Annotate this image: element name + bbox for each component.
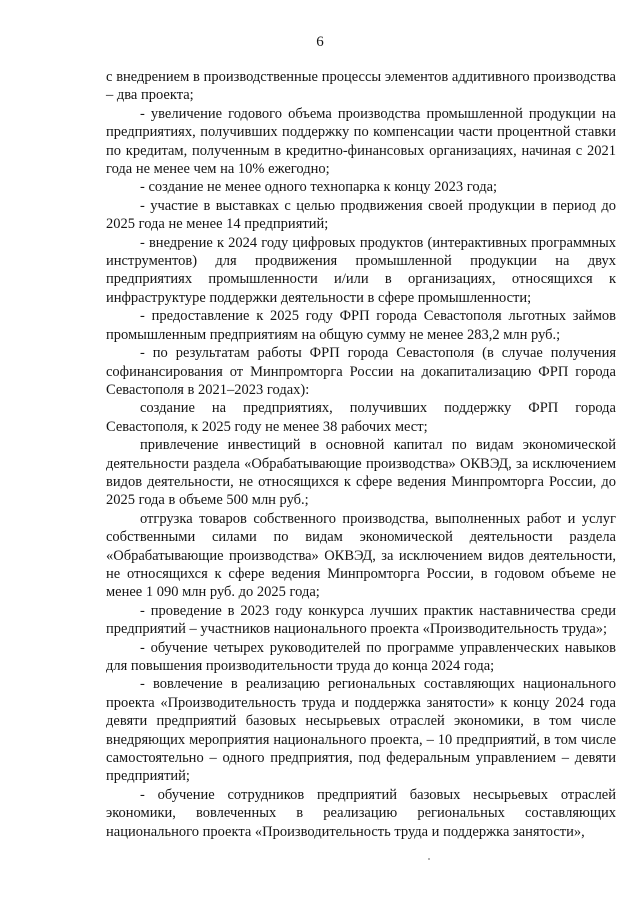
scan-speck	[428, 858, 430, 860]
paragraph: - по результатам работы ФРП города Севастополя (в случае получения софинансирования от Минпромторга России на докапитализацию ФРП города Севастополя в 2021–2023 годах):	[106, 345, 616, 398]
page-number: 6	[316, 34, 324, 50]
paragraph: - внедрение к 2024 году цифровых продуктов (интерактивных программных инструментов) для продвижения промышленной продукции на двух предприятиях промышленности и/или в организациях, относящихся к инфраструктуре поддержки деятельности в сфере промышленности;	[106, 234, 616, 306]
paragraph: с внедрением в производственные процессы элементов аддитивного производства – два проекта;	[106, 69, 616, 104]
paragraph: привлечение инвестиций в основной капитал по видам экономической деятельности раздела «Обрабатывающие производства» ОКВЭД, за исключением видов деятельности, не относящихся к сфере ведения Минпромторга России, до 2025 года в объеме 500 млн руб.;	[106, 437, 616, 509]
paragraph: - обучение сотрудников предприятий базовых несырьевых отраслей экономики, вовлеченных в реализацию региональных составляющих национального проекта «Производительность труда и поддержка занятости»,	[106, 786, 616, 840]
paragraph: - проведение в 2023 году конкурса лучших практик наставничества среди предприятий – участников национального проекта «Производительность труда»;	[106, 602, 616, 638]
paragraph: - вовлечение в реализацию региональных составляющих национального проекта «Производительность труда и поддержка занятости» к концу 2024 года девяти предприятий базовых несырьевых отраслей экономики, в том числе внедряющих мероприятия национального проекта, – 10 предприятий, в том числе самостоятельно – одного предприятия, под федеральным управлением – девяти предприятий;	[106, 676, 616, 785]
paragraph: - обучение четырех руководителей по программе управленческих навыков для повышения производительности труда до конца 2024 года;	[106, 639, 616, 674]
paragraph: - создание не менее одного технопарка к концу 2023 года;	[140, 179, 498, 196]
document-body	[106, 68, 616, 841]
paragraph: - предоставление к 2025 году ФРП города Севастополя льготных займов промышленным предприятиям на общую сумму не менее 283,2 млн руб.;	[106, 308, 616, 343]
paragraph: отгрузка товаров собственного производства, выполненных работ и услуг собственными силами по видам экономической деятельности раздела «Обрабатывающие производства» ОКВЭД, за исключением видов деятельности, не относящихся к сфере ведения Минпромторга России, в годовом объеме не менее 1 090 млн руб. до 2025 года;	[106, 510, 616, 601]
paragraph: создание на предприятиях, получивших поддержку ФРП города Севастополя, к 2025 году не менее 38 рабочих мест;	[106, 400, 616, 435]
paragraph: - участие в выставках с целью продвижения своей продукции в период до 2025 года не менее 14 предприятий;	[106, 197, 616, 233]
paragraph: - увеличение годового объема производства промышленной продукции на предприятиях, получивших поддержку по компенсации части процентной ставки по кредитам, полученным в кредитно-финансовых организациях, начиная с 2021 года не менее чем на 10% ежегодно;	[106, 105, 616, 178]
